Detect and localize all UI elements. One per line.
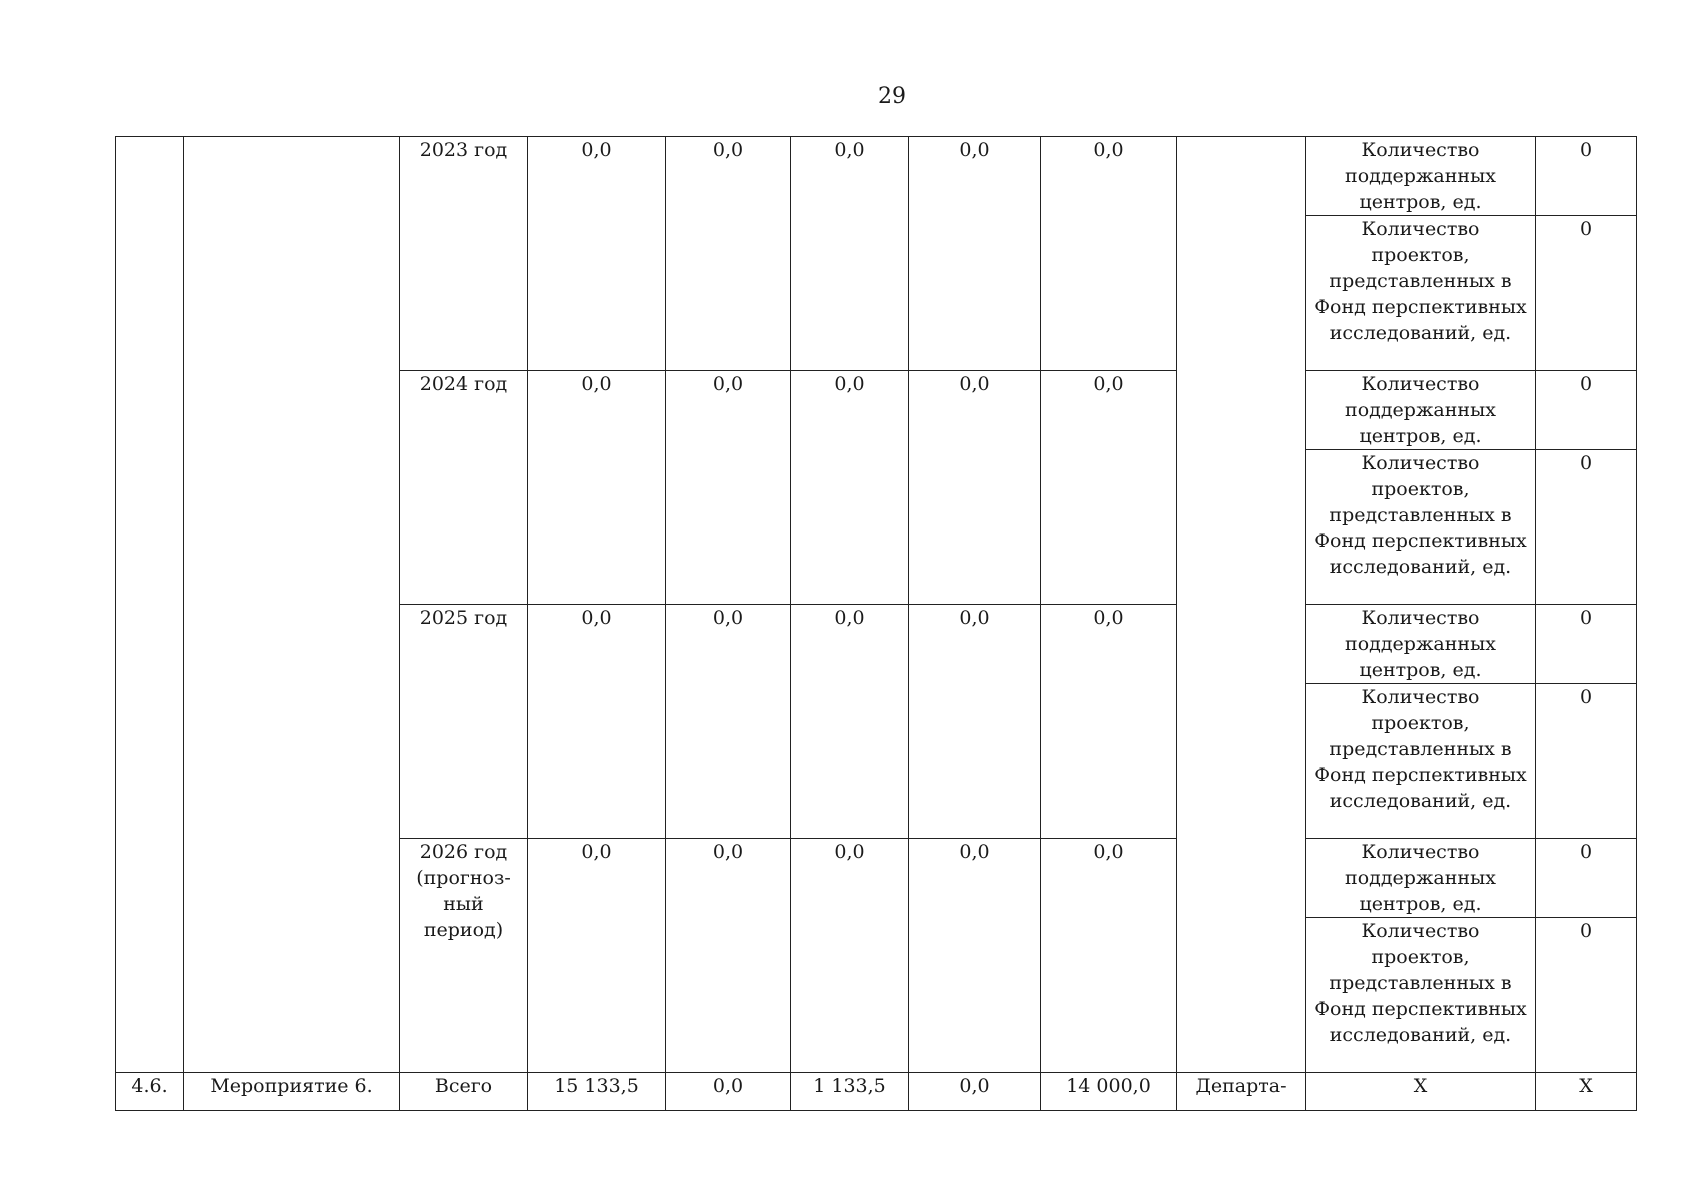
indicator-value: 0	[1536, 450, 1637, 605]
value-cell: 0,0	[909, 137, 1041, 371]
value-cell: 0,0	[666, 605, 791, 839]
year-cell: 2023 год	[400, 137, 528, 371]
year-cell: 2026 год (прогноз-ный период)	[400, 839, 528, 1073]
indicator-value: 0	[1536, 684, 1637, 839]
indicator-name: Количество проектов, представленных в Фонд перспективных исследований, ед.	[1306, 918, 1536, 1073]
value-cell: 0,0	[909, 839, 1041, 1073]
value-cell: 0,0	[791, 605, 909, 839]
indicator-name: Количество проектов, представленных в Фонд перспективных исследований, ед.	[1306, 450, 1536, 605]
value-cell: 0,0	[909, 371, 1041, 605]
indicator-name: Количество поддержанных центров, ед.	[1306, 137, 1536, 216]
activity-name-cell-empty	[184, 137, 400, 1073]
value-cell: 0,0	[791, 371, 909, 605]
indicator-name: Количество поддержанных центров, ед.	[1306, 605, 1536, 684]
number-cell-empty	[116, 137, 184, 1073]
indicator-name: Количество поддержанных центров, ед.	[1306, 839, 1536, 918]
value-cell: 0,0	[528, 371, 666, 605]
value-cell: 0,0	[909, 605, 1041, 839]
indicator-value: Х	[1536, 1073, 1637, 1111]
executor-cell-empty	[1177, 137, 1306, 1073]
value-cell: 0,0	[666, 839, 791, 1073]
indicator-name: Количество проектов, представленных в Фонд перспективных исследований, ед.	[1306, 684, 1536, 839]
page-number: 29	[878, 84, 906, 109]
indicator-value: 0	[1536, 137, 1637, 216]
executor-cell: Департа-	[1177, 1073, 1306, 1111]
value-cell: 0,0	[1041, 605, 1177, 839]
value-cell: 0,0	[1041, 137, 1177, 371]
table-row	[116, 1073, 1637, 1111]
value-cell: 14 000,0	[1041, 1073, 1177, 1111]
value-cell: 0,0	[666, 137, 791, 371]
value-cell: 0,0	[791, 839, 909, 1073]
indicator-name: Х	[1306, 1073, 1536, 1111]
value-cell: 15 133,5	[528, 1073, 666, 1111]
value-cell: 0,0	[666, 1073, 791, 1111]
table-row	[116, 137, 1637, 216]
value-cell: 0,0	[1041, 839, 1177, 1073]
indicator-value: 0	[1536, 918, 1637, 1073]
year-cell: 2025 год	[400, 605, 528, 839]
indicator-value: 0	[1536, 839, 1637, 918]
value-cell: 0,0	[528, 839, 666, 1073]
value-cell: 0,0	[528, 605, 666, 839]
value-cell: 0,0	[791, 137, 909, 371]
value-cell: 0,0	[1041, 371, 1177, 605]
value-cell: 0,0	[528, 137, 666, 371]
value-cell: 0,0	[909, 1073, 1041, 1111]
budget-table	[115, 136, 1637, 1111]
activity-name: Мероприятие 6.	[184, 1073, 400, 1111]
indicator-name: Количество проектов, представленных в Фонд перспективных исследований, ед.	[1306, 216, 1536, 371]
activity-number: 4.6.	[116, 1073, 184, 1111]
indicator-value: 0	[1536, 371, 1637, 450]
indicator-value: 0	[1536, 605, 1637, 684]
year-cell: 2024 год	[400, 371, 528, 605]
indicator-value: 0	[1536, 216, 1637, 371]
period-cell: Всего	[400, 1073, 528, 1111]
value-cell: 1 133,5	[791, 1073, 909, 1111]
indicator-name: Количество поддержанных центров, ед.	[1306, 371, 1536, 450]
value-cell: 0,0	[666, 371, 791, 605]
